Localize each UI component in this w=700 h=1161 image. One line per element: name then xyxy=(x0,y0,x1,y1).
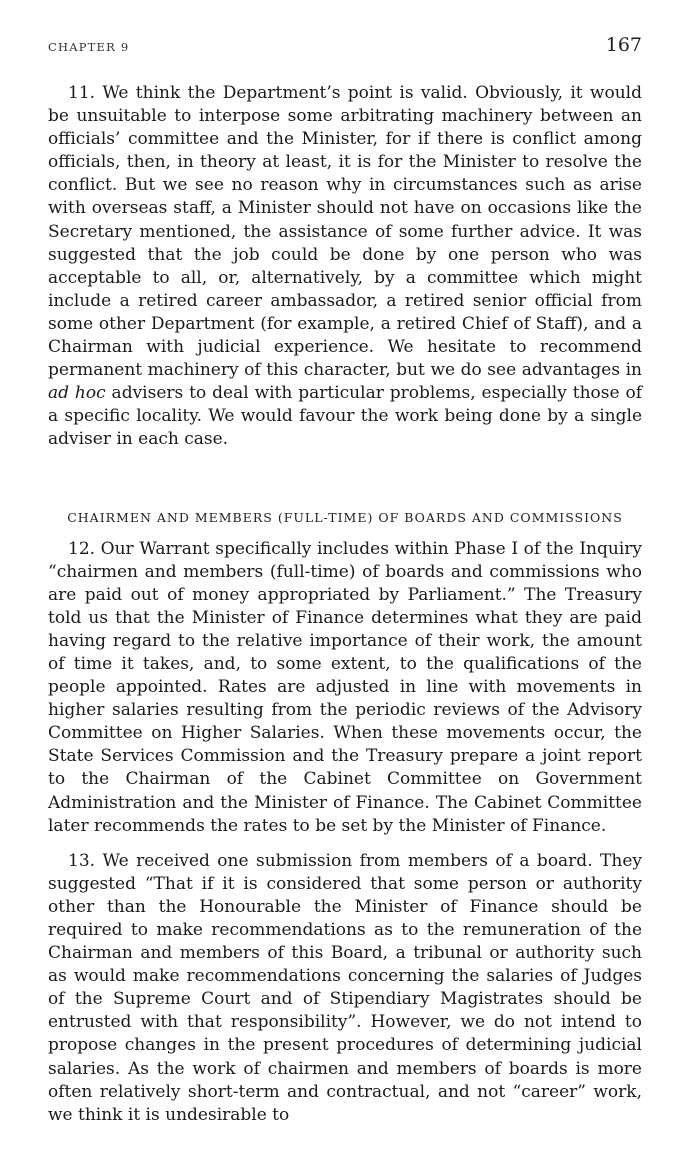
paragraph-13: 13. We received one submission from members of a board. They suggested “That if it is considered that some person or authority other than the Honourable the Minister of Finance should be required to make recommendations as to the remuneration of the Chairman and members of this Board, a tribunal or authority such as would make recommendations concerning the salaries of Judges of the Supreme Court and of Stipendiary Magistrates should be entrusted with that responsibility”. However, we do not intend to propose changes in the present procedures of determining judicial salaries. As the work of chairmen and members of boards is more often relatively short-term and contractual, and not “career” work, we think it is undesirable to xyxy=(48,850,642,1125)
section-heading: CHAIRMEN AND MEMBERS (FULL-TIME) OF BOARDS AND COMMISSIONS xyxy=(67,509,623,525)
paragraph-11 xyxy=(48,82,642,452)
paragraph-11-text-b: advisers to deal with particular problems, especially those of a specific locality. We would favour the work being done by a single adviser in each case. xyxy=(48,383,642,450)
paragraph-12: 12. Our Warrant specifically includes within Phase I of the Inquiry “chairmen and members (full-time) of boards and commissions who are paid out of money appropriated by Parliament.” The Treasury told us that the Minister of Finance determines what they are paid having regard to the relative importance of their work, the amount of time it takes, and, to some extent, to the qualifications of the people appointed. Rates are adjusted in line with movements in higher salaries resulting from the periodic reviews of the Advisory Committee on Higher Salaries. When these movements occur, the State Services Commission and the Treasury prepare a joint report to the Chairman of the Cabinet Committee on Government Administration and the Minister of Finance. The Cabinet Committee later recommends the rates to be set by the Minister of Finance. xyxy=(48,538,642,836)
page-header xyxy=(48,30,642,60)
paragraph-11-text-a: 11. We think the Department’s point is valid. Obviously, it would be unsuitable to interpose some arbitrating machinery between an officials’ committee and the Minister, for if there is conflict among officials, then, in theory at least, it is for the Minister to resolve the conflict. But we see no reason why in circumstances such as arise with overseas staff, a Minister should not have on occasions like the Secretary mentioned, the assistance of some further advice. It was suggested that the job could be done by one person who was acceptable to all, or, alternatively, by a committee which might include a retired career ambassador, a retired senior official from some other Department (for example, a retired Chief of Staff), and a Chairman with judicial experience. We hesitate to recommend permanent machinery of this character, but we do see advantages in xyxy=(48,83,642,381)
paragraph-11-italic: ad hoc xyxy=(48,383,106,404)
running-head-chapter: CHAPTER 9 xyxy=(48,40,130,54)
document-page xyxy=(48,30,642,1127)
page-number: 167 xyxy=(605,34,642,56)
